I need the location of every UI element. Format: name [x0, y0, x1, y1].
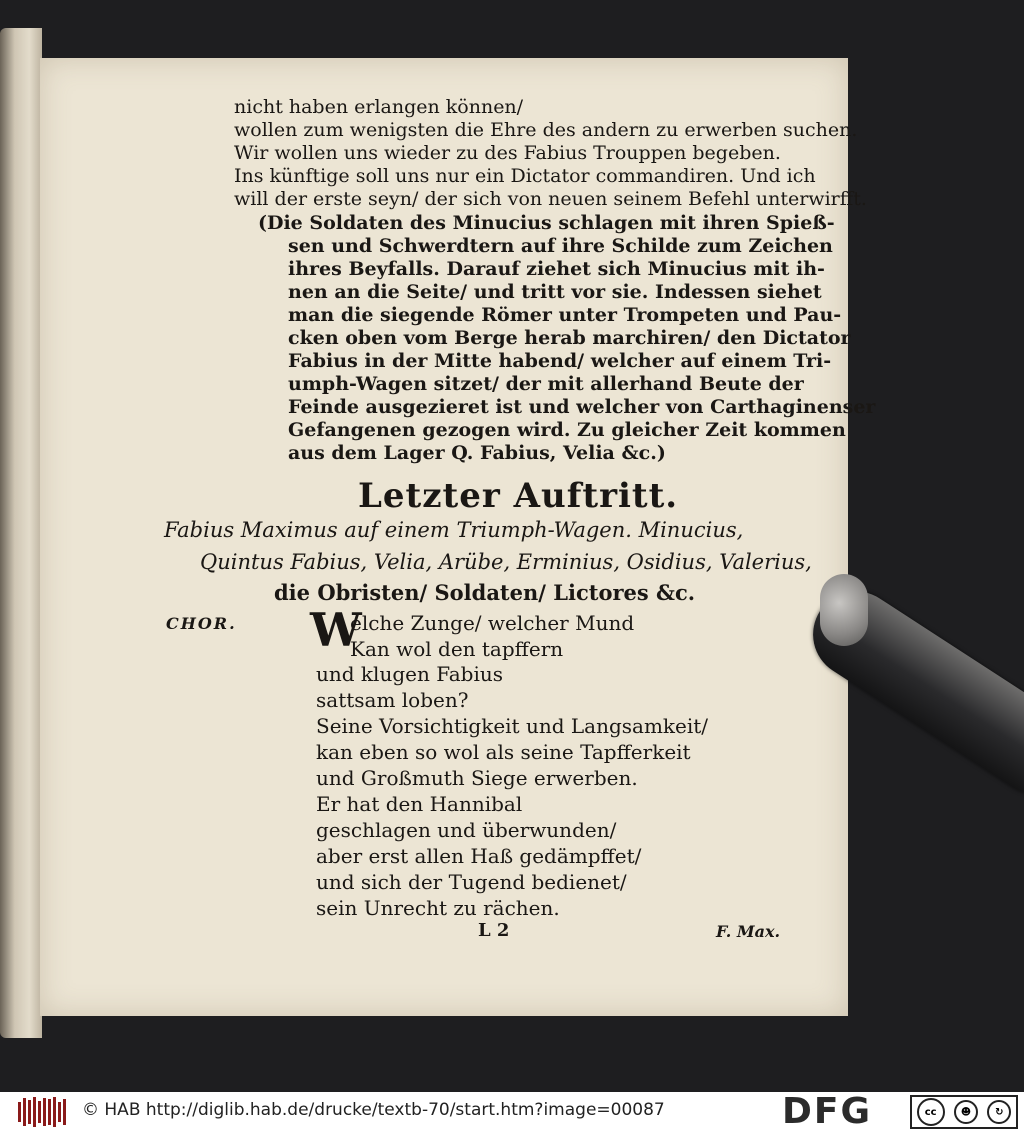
chor-line: aber erst allen Haß gedämpffet/ — [316, 844, 642, 868]
act-title: Letzter Auftritt. — [358, 476, 679, 516]
signature-mark: L 2 — [478, 920, 510, 941]
chor-line: und sich der Tugend bedienet/ — [316, 870, 627, 894]
book-edge — [0, 28, 42, 1038]
speech-line: Wir wollen uns wieder zu des Fabius Trouppen begeben. — [234, 142, 781, 164]
stage-direction-line: Fabius in der Mitte habend/ welcher auf einem Tri- — [288, 350, 832, 372]
drop-cap-initial: W — [310, 603, 362, 657]
chor-line: und klugen Fabius — [316, 662, 503, 686]
stage-direction-line: ihres Beyfalls. Darauf ziehet sich Minucius mit ih- — [288, 258, 825, 280]
stage-direction-line: umph-Wagen sitzet/ der mit allerhand Beute der — [288, 373, 804, 395]
speech-line: will der erste seyn/ der sich von neuen seinem Befehl unterwirfft. — [234, 188, 867, 210]
stage-direction-line: man die siegende Römer unter Trompeten und Pau- — [288, 304, 842, 326]
chor-line: geschlagen und überwunden/ — [316, 818, 617, 842]
stage-direction-line: Feinde ausgezieret ist und welcher von Carthaginenser — [288, 396, 876, 418]
hab-logo-icon — [18, 1096, 66, 1128]
dfg-logo: DFG — [782, 1091, 873, 1132]
chor-line: Seine Vorsichtigkeit und Langsamkeit/ — [316, 714, 709, 738]
book-page — [40, 58, 876, 1016]
speech-line: nicht haben erlangen können/ — [234, 96, 524, 118]
credit-footer — [0, 1092, 1024, 1132]
credit-link[interactable]: © HAB http://diglib.hab.de/drucke/textb-70/start.htm?image=00087 — [82, 1100, 665, 1120]
stage-direction-line: nen an die Seite/ und tritt vor sie. Indessen siehet — [288, 281, 822, 303]
chor-line: elche Zunge/ welcher Mund — [350, 611, 635, 635]
cc-license-badge[interactable] — [910, 1095, 1018, 1129]
cast-line: Quintus Fabius, Velia, Arübe, Erminius, Osidius, Valerius, — [200, 550, 812, 574]
chor-line: kan eben so wol als seine Tapfferkeit — [316, 740, 691, 764]
stage-direction-line: sen und Schwerdtern auf ihre Schilde zum Zeichen — [288, 235, 833, 257]
cc-icon: cc — [917, 1098, 945, 1126]
stage-direction-line: cken oben vom Berge herab marchiren/ den Dictator — [288, 327, 851, 349]
chor-label: CHOR. — [166, 614, 237, 633]
by-icon: ☻ — [954, 1100, 978, 1124]
catchword: F. Max. — [716, 922, 781, 941]
page-holder-tip — [820, 574, 868, 646]
speech-line: Ins künftige soll uns nur ein Dictator commandiren. Und ich — [234, 165, 816, 187]
chor-line: sein Unrecht zu rächen. — [316, 896, 560, 920]
chor-line: und Großmuth Siege erwerben. — [316, 766, 638, 790]
cast-line: Fabius Maximus auf einem Triumph-Wagen. Minucius, — [164, 518, 744, 542]
speech-line: wollen zum wenigsten die Ehre des andern zu erwerben suchen. — [234, 119, 858, 141]
stage-direction-line: (Die Soldaten des Minucius schlagen mit ihren Spieß- — [258, 212, 835, 234]
chor-line: sattsam loben? — [316, 688, 469, 712]
sa-icon: ↻ — [987, 1100, 1011, 1124]
stage-direction-line: aus dem Lager Q. Fabius, Velia &c.) — [288, 442, 666, 464]
chor-line: Kan wol den tapffern — [350, 637, 564, 661]
stage-direction-line: Gefangenen gezogen wird. Zu gleicher Zeit kommen — [288, 419, 846, 441]
cast-line: die Obristen/ Soldaten/ Lictores &c. — [274, 580, 696, 605]
chor-line: Er hat den Hannibal — [316, 792, 523, 816]
